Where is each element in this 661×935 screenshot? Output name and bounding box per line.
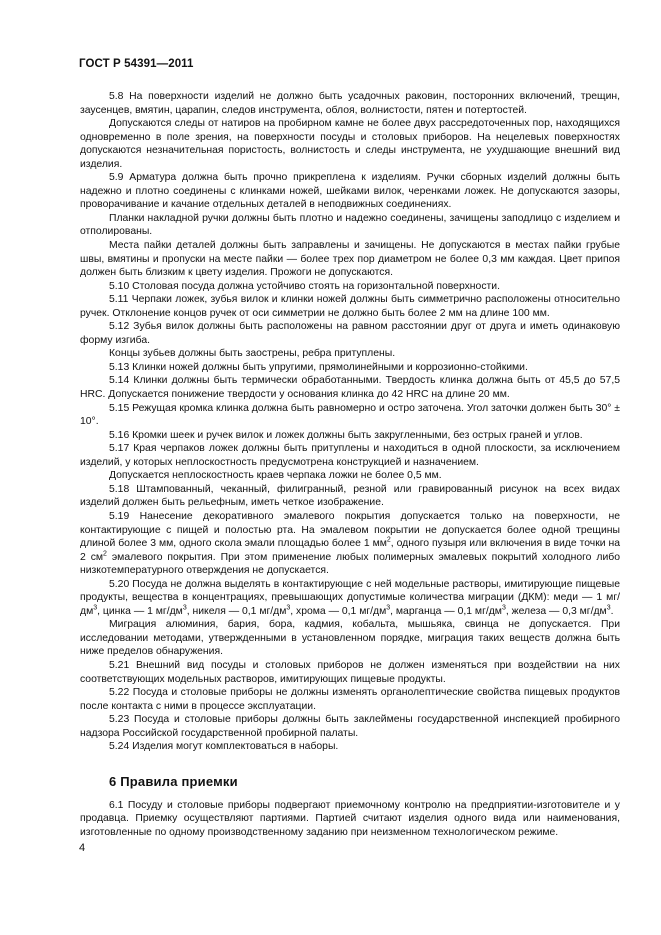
paragraph-5-14: 5.14 Клинки должны быть термически обработанными. Твердость клинка должна быть от 45,5 до 57,5 HRC. Допускается понижение твердости у основания клинка до 42 HRC на длине 20 мм.: [80, 375, 620, 401]
paragraph-5-20-part-g: .: [610, 605, 614, 617]
superscript-3: 3: [93, 604, 98, 612]
paragraph-5-15: 5.15 Режущая кромка клинка должна быть равномерно и остро заточена. Угол заточки должен быть 30° ± 10°.: [80, 402, 620, 428]
superscript-3: 3: [386, 604, 391, 612]
paragraph-5-17-tolerance: Допускается неплоскостность краев черпака ложки не более 0,5 мм.: [109, 470, 442, 482]
paragraph-5-13: 5.13 Клинки ножей должны быть упругими, прямолинейными и коррозионно-стойкими.: [109, 361, 528, 373]
superscript-2: 2: [103, 550, 107, 558]
superscript-3: 3: [182, 604, 187, 612]
paragraph-5-19-part-a: 5.19 Нанесение декоративного эмалевого покрытия допускается только на поверхности, не контактирующие с пищей и полостью рта. На эмалевом покрытии не допускается более одной трещины длиной более 3 мм, одного скола эмали площадью более 1 мм: [80, 510, 620, 550]
paragraph-5-20-part-c: , никеля — 0,1 мг/дм: [186, 605, 287, 617]
paragraph-5-20: [80, 578, 620, 619]
paragraph-5-24: 5.24 Изделия могут комплектоваться в наборы.: [109, 741, 339, 753]
paragraph-5-17: 5.17 Края черпаков ложек должны быть притуплены и находиться в одной плоскости, за исключением изделий, у которых неплоскостность предусмотрена конструкцией и назначением.: [80, 443, 620, 468]
section-6-title: 6 Правила приемки: [109, 773, 238, 789]
superscript-2: 2: [386, 536, 391, 544]
superscript-3: 3: [501, 604, 506, 612]
paragraph-5-10: 5.10 Столовая посуда должна устойчиво стоять на горизонтальной поверхности.: [109, 280, 500, 292]
page-number: 4: [79, 842, 86, 854]
paragraph-5-20-part-e: , марганца — 0,1 мг/дм: [390, 605, 502, 617]
paragraph-5-9-planks: Планки накладной ручки должны быть плотно и надежно соединены, зачищены заподлицо с изделием и отполированы.: [80, 212, 620, 238]
paragraph-5-23: 5.23 Посуда и столовые приборы должны быть заклеймены государственной инспекцией пробирного надзора Российской государственной пробирной палаты.: [80, 714, 620, 739]
standard-header: ГОСТ Р 54391—2011: [79, 58, 194, 70]
paragraph-5-8-note: Допускаются следы от натиров на пробирном камне не более двух рассредоточенных пор, находящихся одновременно в поле зрения, на поверхности посуды и столовых приборов. На нецелевых поверхностях допускаются незначительная пористость, волнистость и следы инструмента, не ухудшающие внешний вид изделия.: [80, 118, 620, 170]
paragraph-5-8: 5.8 На поверхности изделий не должно быть усадочных раковин, посторонних включений, трещин, заусенцев, вмятин, царапин, следов инструмента, облоя, волнистости, пятен и потертостей.: [80, 91, 620, 116]
paragraph-5-20-part-a: 5.20 Посуда не должна выделять в контактирующие с ней модельные растворы, имитирующие пищевые продукты, вещества в концентрациях, превышающих допустимые количества миграции (ДКМ): меди — 1 мг/дм: [80, 578, 620, 617]
document-body: [80, 90, 620, 839]
paragraph-5-19-part-b: , одного пузыря или включения в виде точки на 2 см: [80, 538, 620, 563]
paragraph-5-12-tines: Концы зубьев должны быть заострены, ребра притуплены.: [109, 348, 396, 360]
paragraph-5-21: 5.21 Внешний вид посуды и столовых приборов не должен изменяться при воздействии на них соответствующих модельных растворов, имитирующих пищевые продукты.: [80, 659, 620, 685]
paragraph-5-19: [80, 510, 620, 578]
paragraph-5-19-part-c: эмалевого покрытия. При этом применение любых полимерных эмалевых покрытий холодного либо низкотемпературного отверждения не допускается.: [80, 551, 620, 577]
paragraph-5-20-part-b: , цинка — 1 мг/дм: [97, 605, 183, 617]
paragraph-5-9-soldering: Места пайки деталей должны быть заправлены и зачищены. Не допускаются в местах пайки грубые швы, вмятины и пропуски на месте пайки — более трех пор диаметром не более 0,3 мм каждая. Цвет припоя должен быть близким к цвету изделия. Прожоги не допускаются.: [80, 240, 620, 279]
paragraph-5-11: 5.11 Черпаки ложек, зубья вилок и клинки ножей должны быть симметрично расположены относительно ручек. Отклонение концов ручек от оси симметрии не должно быть более 2 мм на длине 100 мм.: [80, 294, 620, 319]
superscript-3: 3: [286, 604, 291, 612]
paragraph-5-20-migration: Миграция алюминия, бария, бора, кадмия, кобальта, мышьяка, свинца не допускается. При исследовании методами, утвержденными в установленном порядке, миграция таких веществ должна быть ниже пределов обнаружения.: [80, 619, 620, 658]
superscript-3: 3: [606, 604, 611, 612]
paragraph-5-22: 5.22 Посуда и столовые приборы не должны изменять органолептические свойства пищевых продуктов после контакта с ними в процессе эксплуатации.: [80, 687, 620, 712]
paragraph-5-16: 5.16 Кромки шеек и ручек вилок и ложек должны быть закругленными, без острых граней и углов.: [109, 429, 583, 441]
paragraph-5-9: 5.9 Арматура должна быть прочно прикреплена к изделиям. Ручки сборных изделий должны быть надежно и плотно соединены с клинками ножей, шейками вилок, черенками ложек. Не допускаются зазоры, проворачивание и качание отдельных деталей в неподвижных соединениях.: [80, 172, 620, 211]
paragraph-5-20-part-f: , железа — 0,3 мг/дм: [505, 605, 607, 617]
paragraph-5-18: 5.18 Штампованный, чеканный, филигранный, резной или гравированный рисунок на всех видах изделий должен быть рельефным, иметь четкое изображение.: [80, 483, 620, 509]
paragraph-5-20-part-d: , хрома — 0,1 мг/дм: [290, 605, 387, 617]
paragraph-5-12: 5.12 Зубья вилок должны быть расположены на равном расстоянии друг от друга и иметь одинаковую форму изгиба.: [80, 321, 620, 346]
paragraph-6-1: 6.1 Посуду и столовые приборы подвергают приемочному контролю на предприятии-изготовителе и у продавца. Приемку осуществляют партиями. Партией считают изделия одного вида или наименования, изготовленные по одному производственному заданию при неизменном технологическом режиме.: [80, 799, 620, 838]
